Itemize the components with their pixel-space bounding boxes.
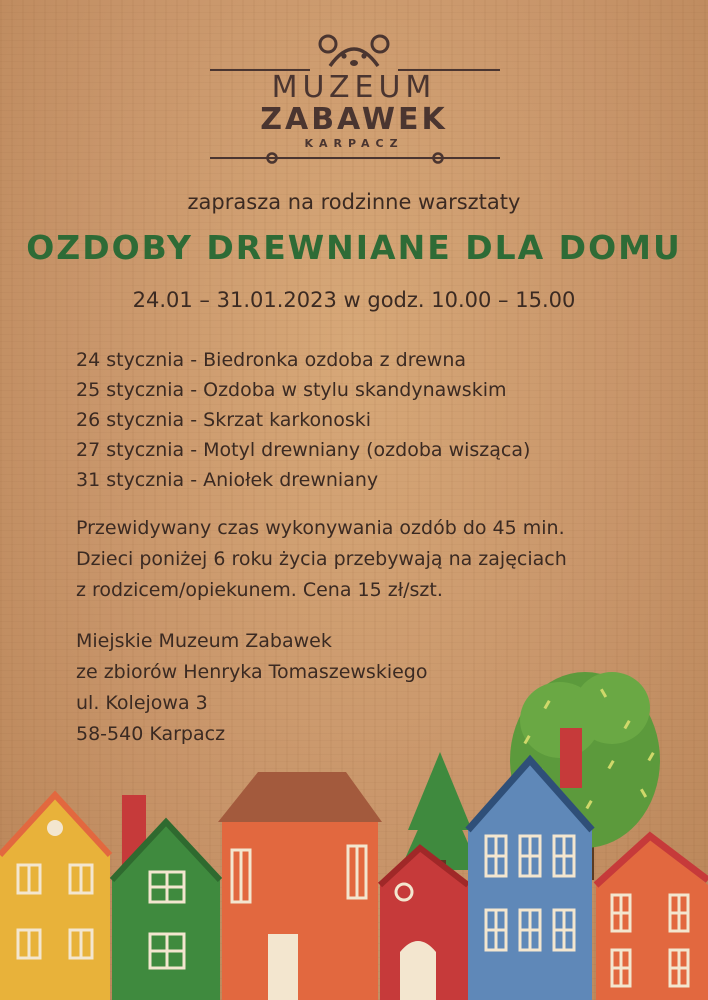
- logo-name-line2: ZABAWEK: [260, 102, 448, 137]
- museum-logo: [0, 30, 708, 170]
- event-title: OZDOBY DREWNIANE DLA DOMU: [26, 228, 682, 267]
- schedule-item: 25 stycznia - Ozdoba w stylu skandynawskim: [76, 379, 507, 401]
- address-line: 58-540 Karpacz: [76, 723, 226, 745]
- schedule-item: 24 stycznia - Biedronka ozdoba z drewna: [76, 349, 467, 371]
- house-orange-right: [596, 836, 708, 1000]
- invite-text: zaprasza na rodzinne warsztaty: [187, 190, 521, 214]
- schedule-item: 31 stycznia - Aniołek drewniany: [76, 469, 379, 491]
- schedule-item: 27 stycznia - Motyl drewniany (ozdoba wisząca): [76, 439, 531, 461]
- info-line: Dzieci poniżej 6 roku życia przebywają na zajęciach: [76, 548, 567, 570]
- houses-illustration: [0, 660, 708, 1000]
- event-dates: 24.01 – 31.01.2023 w godz. 10.00 – 15.00: [132, 288, 576, 312]
- logo-name-line1: MUZEUM: [271, 70, 437, 105]
- address-line: ul. Kolejowa 3: [76, 692, 208, 714]
- info-line: z rodzicem/opiekunem. Cena 15 zł/szt.: [76, 579, 443, 601]
- info-line: Przewidywany czas wykonywania ozdób do 45 min.: [76, 517, 565, 539]
- house-red: [380, 848, 468, 1000]
- info-block: [76, 513, 567, 606]
- house-orange: [218, 772, 382, 1000]
- schedule-list: [76, 345, 530, 495]
- address-line: Miejskie Muzeum Zabawek: [76, 630, 332, 652]
- address-line: ze zbiorów Henryka Tomaszewskiego: [76, 661, 428, 683]
- schedule-item: 26 stycznia - Skrzat karkonoski: [76, 409, 372, 431]
- house-yellow: [0, 795, 110, 1000]
- logo-city: KARPACZ: [304, 137, 404, 150]
